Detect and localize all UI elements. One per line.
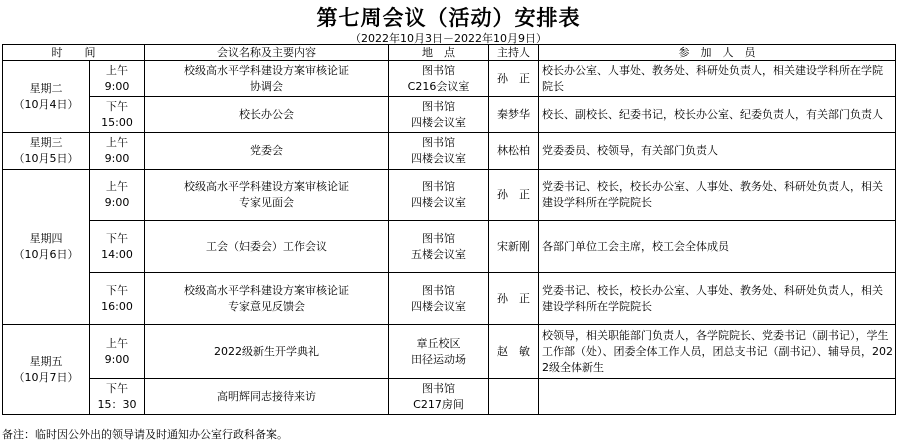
table-row bbox=[3, 273, 896, 325]
day-date: （10月6日） bbox=[13, 248, 79, 261]
table-row bbox=[3, 170, 896, 221]
table-row bbox=[3, 61, 896, 97]
day-date: （10月7日） bbox=[13, 370, 79, 384]
host-cell: 孙 正 bbox=[489, 170, 539, 221]
day-cell bbox=[3, 170, 90, 325]
day-cell bbox=[3, 61, 90, 133]
period-cell: 上午 9:00 bbox=[90, 61, 145, 97]
page-title: 第七周会议（活动）安排表 bbox=[316, 6, 581, 30]
schedule-table bbox=[2, 44, 896, 415]
table-row bbox=[3, 97, 896, 133]
host-cell bbox=[489, 379, 539, 415]
table-row bbox=[3, 133, 896, 170]
host-cell: 宋新刚 bbox=[489, 221, 539, 273]
content-cell: 高明辉同志接待来访 bbox=[145, 379, 389, 415]
attendees-cell: 各部门单位工会主席，校工会全体成员 bbox=[539, 221, 896, 273]
place-cell: 图书馆 四楼会议室 bbox=[389, 97, 489, 133]
host-cell: 林松柏 bbox=[489, 133, 539, 170]
host-cell: 孙 正 bbox=[489, 61, 539, 97]
header-row bbox=[3, 45, 896, 61]
day-name: 星期三 bbox=[29, 136, 63, 149]
period-cell: 上午 9:00 bbox=[90, 133, 145, 170]
period-cell: 下午 15：30 bbox=[90, 379, 145, 415]
header-host: 主持人 bbox=[489, 45, 539, 61]
host-cell: 赵 敏 bbox=[489, 325, 539, 379]
day-cell bbox=[3, 133, 90, 170]
place-cell: 图书馆 四楼会议室 bbox=[389, 273, 489, 325]
period-cell: 下午 14:00 bbox=[90, 221, 145, 273]
content-cell: 校长办公会 bbox=[145, 97, 389, 133]
period-cell: 下午 15:00 bbox=[90, 97, 145, 133]
place-cell: 图书馆 C216会议室 bbox=[389, 61, 489, 97]
header-time: 时 间 bbox=[3, 45, 145, 61]
attendees-cell bbox=[539, 379, 896, 415]
place-cell: 章丘校区 田径运动场 bbox=[389, 325, 489, 379]
host-cell: 秦梦华 bbox=[489, 97, 539, 133]
content-cell: 2022级新生开学典礼 bbox=[145, 325, 389, 379]
place-cell: 图书馆 C217房间 bbox=[389, 379, 489, 415]
attendees-cell: 党委委员、校领导，有关部门负责人 bbox=[539, 133, 896, 170]
day-date: （10月4日） bbox=[13, 97, 79, 111]
period-cell: 上午 9:00 bbox=[90, 325, 145, 379]
day-cell bbox=[3, 325, 90, 415]
table-row bbox=[3, 379, 896, 415]
date-range: （2022年10月3日－2022年10月9日） bbox=[350, 32, 547, 45]
header-content: 会议名称及主要内容 bbox=[145, 45, 389, 61]
content-cell: 校级高水平学科建设方案审核论证 协调会 bbox=[145, 61, 389, 97]
content-cell: 党委会 bbox=[145, 133, 389, 170]
header-place: 地 点 bbox=[389, 45, 489, 61]
attendees-cell: 党委书记、校长，校长办公室、人事处、教务处、科研处负责人，相关建设学科所在学院院长 bbox=[539, 273, 896, 325]
attendees-cell: 党委书记、校长，校长办公室、人事处、教务处、科研处负责人，相关建设学科所在学院院长 bbox=[539, 170, 896, 221]
attendees-cell: 校领导，相关职能部门负责人，各学院院长、党委书记（副书记），学生工作部（处）、团委全体工作人员，团总支书记（副书记）、辅导员，2022级全体新生 bbox=[539, 325, 896, 379]
header-attendees: 参 加 人 员 bbox=[539, 45, 896, 61]
period-cell: 上午 9:00 bbox=[90, 170, 145, 221]
attendees-cell: 校长办公室、人事处、教务处、科研处负责人，相关建设学科所在学院院长 bbox=[539, 61, 896, 97]
day-date: （10月5日） bbox=[13, 152, 79, 165]
footnote: 备注：临时因公外出的领导请及时通知办公室行政科备案。 bbox=[2, 428, 288, 441]
place-cell: 图书馆 五楼会议室 bbox=[389, 221, 489, 273]
day-name: 星期四 bbox=[29, 232, 63, 245]
table-row bbox=[3, 221, 896, 273]
period-cell: 下午 16:00 bbox=[90, 273, 145, 325]
attendees-cell: 校长、副校长、纪委书记，校长办公室、纪委负责人，有关部门负责人 bbox=[539, 97, 896, 133]
table-row bbox=[3, 325, 896, 379]
content-cell: 校级高水平学科建设方案审核论证 专家意见反馈会 bbox=[145, 273, 389, 325]
content-cell: 校级高水平学科建设方案审核论证 专家见面会 bbox=[145, 170, 389, 221]
day-name: 星期二 bbox=[29, 81, 63, 95]
host-cell: 孙 正 bbox=[489, 273, 539, 325]
day-name: 星期五 bbox=[29, 354, 63, 368]
place-cell: 图书馆 四楼会议室 bbox=[389, 170, 489, 221]
place-cell: 图书馆 四楼会议室 bbox=[389, 133, 489, 170]
content-cell: 工会（妇委会）工作会议 bbox=[145, 221, 389, 273]
